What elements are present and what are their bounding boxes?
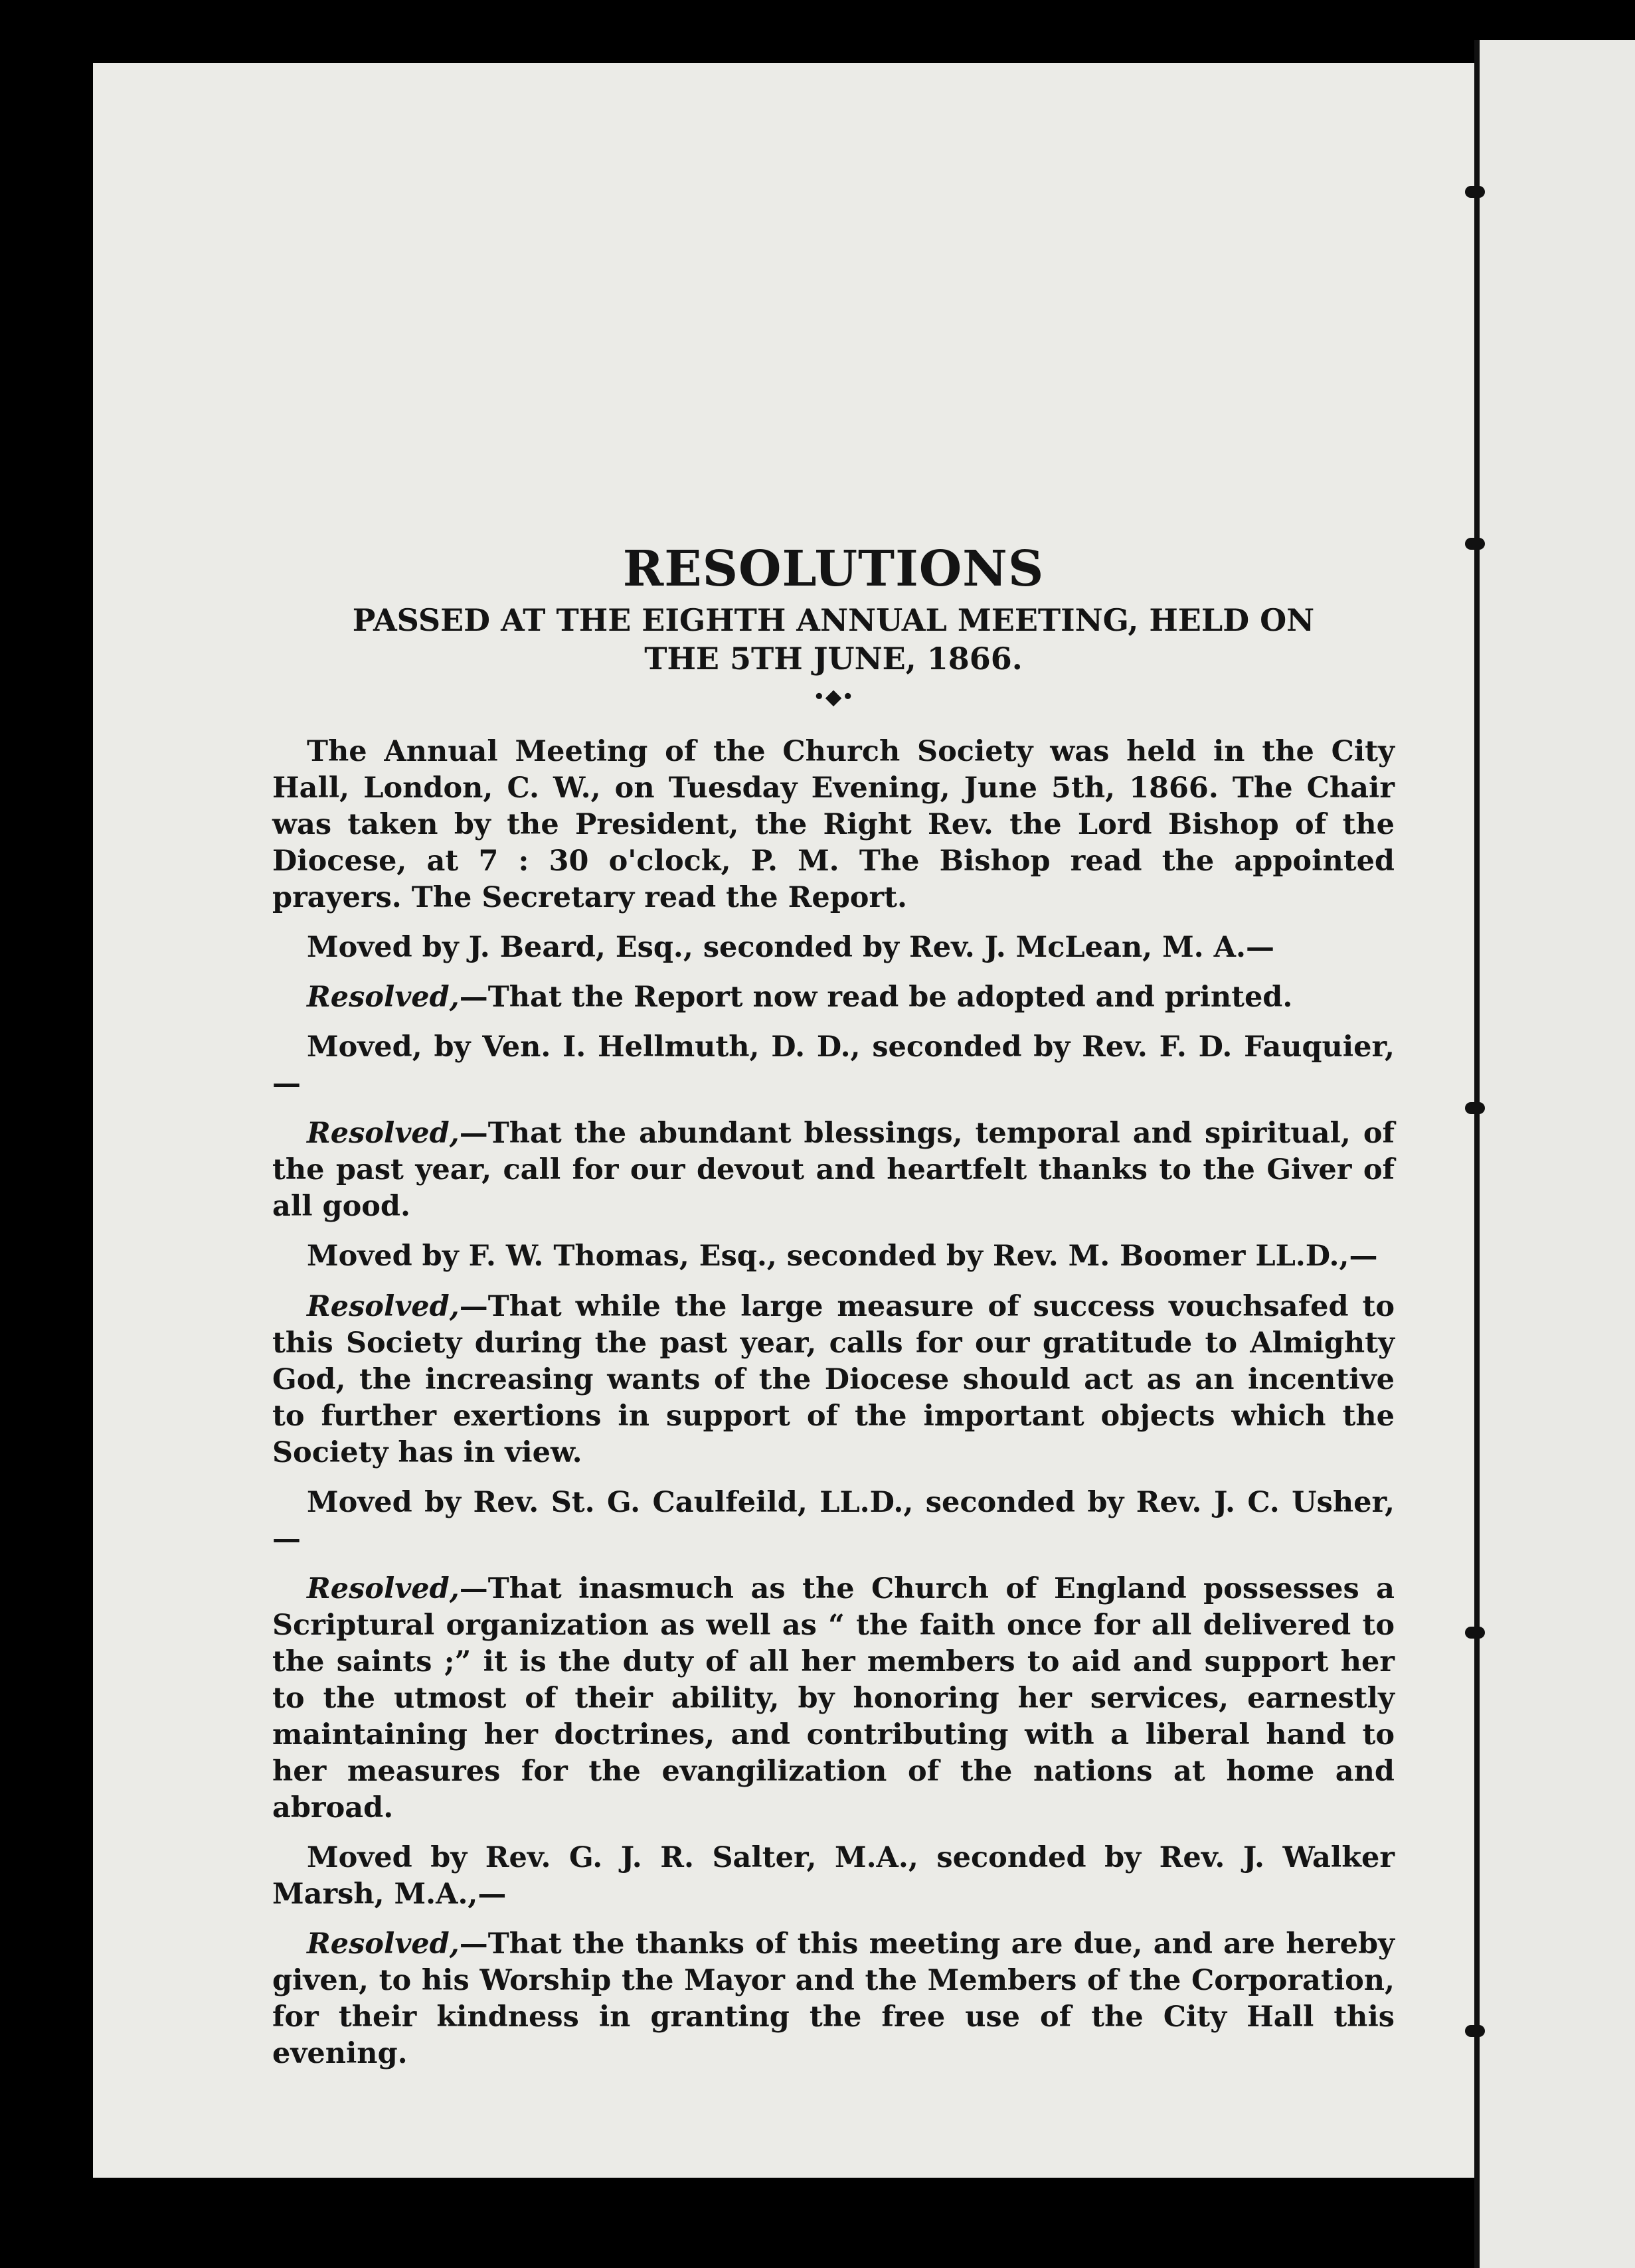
resolved-paragraph-5 xyxy=(272,1926,1395,2072)
resolved-text-4: —That inasmuch as the Church of England possesses a Scriptural organization as well as “ the faith once for all delivered to the saints ;” it is the duty of all her members to aid and support her to the utmost of their ability, by honoring her services, earnestly maintaining her doctrines, and contributing with a liberal hand to her measures for the evangilization of the nations at home and abroad. xyxy=(272,1572,1395,1824)
page-title: RESOLUTIONS xyxy=(622,540,1045,598)
binding-mark xyxy=(1465,538,1485,550)
resolved-paragraph-2 xyxy=(272,1115,1395,1225)
moved-paragraph-2: Moved, by Ven. I. Hellmuth, D. D., seconded by Rev. F. D. Fauquier,— xyxy=(272,1030,1395,1101)
resolved-paragraph-3 xyxy=(272,1289,1395,1471)
adjacent-page-edge xyxy=(1474,40,1635,2268)
resolved-text-5: —That the thanks of this meeting are due, and are hereby given, to his Worship the Mayor and the Members of the Corporation, for their kindness in granting the free use of the City Hall this evening. xyxy=(272,1927,1395,2071)
binding-mark xyxy=(1465,1627,1485,1639)
page-fold-line xyxy=(1474,40,1480,2268)
resolved-label: Resolved, xyxy=(307,981,460,1014)
resolved-paragraph-1 xyxy=(272,979,1395,1016)
resolved-label: Resolved, xyxy=(307,1289,460,1323)
resolved-paragraph-4 xyxy=(272,1571,1395,1826)
resolved-text-3: —That while the large measure of success vouchsafed to this Society during the past year, calls for our gratitude to Almighty God, the increasing wants of the Diocese should act as an incentive to further exertions in support of the important objects which the Society has in view. xyxy=(272,1289,1395,1469)
resolved-text-1: —That the Report now read be adopted and printed. xyxy=(459,981,1293,1014)
resolved-text-2: —That the abundant blessings, temporal and spiritual, of the past year, call for our devout and heartfelt thanks to the Giver of all good. xyxy=(272,1117,1395,1224)
resolved-label: Resolved, xyxy=(307,1927,460,1961)
binding-mark xyxy=(1465,186,1485,198)
subtitle-line-1: PASSED AT THE EIGHTH ANNUAL MEETING, HELD ON xyxy=(352,602,1315,639)
binding-mark xyxy=(1465,1102,1485,1114)
moved-paragraph-5: Moved by Rev. G. J. R. Salter, M.A., seconded by Rev. J. Walker Marsh, M.A.,— xyxy=(272,1840,1395,1911)
document-page xyxy=(93,63,1474,2178)
moved-paragraph-1: Moved by J. Beard, Esq., seconded by Rev. J. McLean, M. A.— xyxy=(307,931,1274,965)
ornament-divider: •◆• xyxy=(812,684,855,710)
subtitle-line-2: THE 5TH JUNE, 1866. xyxy=(644,640,1023,677)
binding-mark xyxy=(1465,2025,1485,2037)
page-content xyxy=(272,541,1395,2085)
moved-paragraph-4: Moved by Rev. St. G. Caulfeild, LL.D., seconded by Rev. J. C. Usher,— xyxy=(272,1485,1395,1556)
resolved-label: Resolved, xyxy=(307,1117,460,1151)
moved-paragraph-3: Moved by F. W. Thomas, Esq., seconded by Rev. M. Boomer LL.D.,— xyxy=(307,1240,1378,1273)
intro-paragraph: The Annual Meeting of the Church Society was held in the City Hall, London, C. W., on Tuesday Evening, June 5th, 1866. The Chair was taken by the President, the Right Rev. the Lord Bishop of the Diocese, at 7 : 30 o'clock, P. M. The Bishop read the appointed prayers. The Secretary read the Report. xyxy=(272,735,1395,915)
resolved-label: Resolved, xyxy=(307,1572,460,1605)
